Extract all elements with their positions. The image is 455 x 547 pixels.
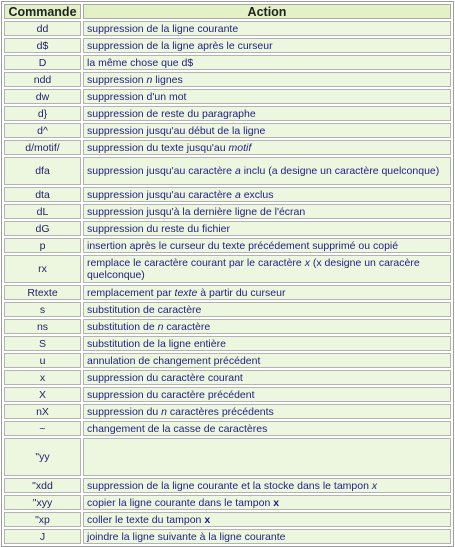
action-cell bbox=[83, 421, 451, 436]
action-text: substitution de caractère bbox=[87, 303, 202, 316]
table-row bbox=[4, 353, 451, 368]
action-text: n bbox=[146, 73, 153, 86]
action-text: suppression du bbox=[87, 405, 162, 418]
header-command: Commande bbox=[4, 4, 81, 19]
action-text: suppression de la ligne courante bbox=[87, 22, 239, 35]
action-text: x bbox=[204, 513, 211, 526]
action-cell bbox=[83, 55, 451, 70]
action-cell bbox=[83, 38, 451, 53]
table-row bbox=[4, 512, 451, 527]
action-text: x bbox=[371, 479, 378, 492]
table-row bbox=[4, 336, 451, 351]
action-text: suppression de reste du paragraphe bbox=[87, 107, 256, 120]
action-text: suppression jusqu'au début de la ligne bbox=[87, 124, 266, 137]
command-cell: dta bbox=[4, 187, 81, 202]
action-text: n bbox=[157, 320, 164, 333]
action-cell bbox=[83, 106, 451, 121]
action-text: suppression de la ligne courante et la stocke dans le tampon bbox=[87, 479, 372, 492]
action-cell bbox=[83, 123, 451, 138]
action-text: suppression bbox=[87, 73, 147, 86]
command-cell: Rtexte bbox=[4, 285, 81, 300]
table-row bbox=[4, 21, 451, 36]
table-row bbox=[4, 72, 451, 87]
table-row bbox=[4, 302, 451, 317]
table-row bbox=[4, 255, 451, 283]
action-text: n bbox=[161, 405, 167, 418]
action-cell bbox=[83, 495, 451, 510]
action-text: caractère bbox=[163, 320, 211, 333]
action-text: suppression jusqu'au caractère bbox=[87, 165, 235, 177]
action-text: suppression du caractère précédent bbox=[87, 388, 255, 401]
command-cell: rx bbox=[4, 255, 81, 283]
action-text: annulation de changement précédent bbox=[87, 354, 261, 367]
command-cell: dfa bbox=[4, 157, 81, 185]
command-cell: u bbox=[4, 353, 81, 368]
action-cell bbox=[83, 255, 451, 283]
table-row bbox=[4, 221, 451, 236]
action-text: texte bbox=[174, 286, 198, 299]
table-row bbox=[4, 89, 451, 104]
action-text: la même chose que d$ bbox=[87, 56, 194, 69]
action-text: remplacement par bbox=[87, 286, 175, 299]
table-row bbox=[4, 319, 451, 334]
action-text: suppression jusqu'au caractère bbox=[87, 188, 235, 201]
action-cell bbox=[83, 140, 451, 155]
command-cell: s bbox=[4, 302, 81, 317]
table-row bbox=[4, 123, 451, 138]
action-text: copier la ligne courante dans le tampon bbox=[87, 496, 274, 509]
command-cell: d^ bbox=[4, 123, 81, 138]
table-row bbox=[4, 38, 451, 53]
command-cell: dd bbox=[4, 21, 81, 36]
action-text: substitution de la ligne entière bbox=[87, 337, 226, 350]
action-text: inclu (a designe un caractère quelconque) bbox=[240, 165, 440, 177]
action-cell bbox=[83, 438, 451, 476]
command-cell: "xdd bbox=[4, 478, 81, 493]
command-cell: "xp bbox=[4, 512, 81, 527]
table-row bbox=[4, 421, 451, 436]
action-text: lignes bbox=[152, 73, 183, 86]
action-text: suppression du reste du fichier bbox=[87, 222, 230, 235]
table-row bbox=[4, 238, 451, 253]
action-text: suppression du caractère courant bbox=[87, 371, 243, 384]
command-table-wrapper bbox=[1, 1, 454, 547]
action-cell bbox=[83, 187, 451, 202]
action-text: remplace le caractère courant par le caractère bbox=[87, 257, 305, 269]
action-cell bbox=[83, 285, 451, 300]
table-body bbox=[4, 21, 451, 544]
action-cell bbox=[83, 512, 451, 527]
table-row bbox=[4, 204, 451, 219]
command-cell: dL bbox=[4, 204, 81, 219]
command-cell: "xyy bbox=[4, 495, 81, 510]
header-action: Action bbox=[83, 4, 451, 19]
action-cell bbox=[83, 319, 451, 334]
table-header-row bbox=[4, 4, 451, 19]
action-text: suppression d'un mot bbox=[87, 90, 187, 103]
command-cell: "yy bbox=[4, 438, 81, 476]
command-cell: d/motif/ bbox=[4, 140, 81, 155]
command-cell: ndd bbox=[4, 72, 81, 87]
action-text: caractères précédents bbox=[166, 405, 274, 418]
table-row bbox=[4, 55, 451, 70]
action-cell bbox=[83, 204, 451, 219]
action-text: substitution de bbox=[87, 320, 158, 333]
action-text: x bbox=[273, 496, 280, 509]
command-cell: ~ bbox=[4, 421, 81, 436]
action-cell bbox=[83, 238, 451, 253]
table-row bbox=[4, 187, 451, 202]
table-row bbox=[4, 370, 451, 385]
command-cell: S bbox=[4, 336, 81, 351]
action-text: (x designe un caracère quelconque) bbox=[87, 257, 420, 281]
action-cell bbox=[83, 370, 451, 385]
command-cell: nX bbox=[4, 404, 81, 419]
action-text: a bbox=[234, 165, 241, 177]
action-cell bbox=[83, 89, 451, 104]
table-row bbox=[4, 438, 451, 476]
action-text: insertion après le curseur du texte précédement supprimé ou copié bbox=[87, 239, 399, 252]
vi-command-table bbox=[1, 1, 454, 547]
action-text: a bbox=[234, 188, 241, 201]
table-row bbox=[4, 404, 451, 419]
action-text: changement de la casse de caractères bbox=[87, 422, 268, 435]
command-cell: D bbox=[4, 55, 81, 70]
action-text: x bbox=[304, 257, 310, 269]
action-text: motif bbox=[228, 141, 252, 154]
action-cell bbox=[83, 302, 451, 317]
command-cell: dw bbox=[4, 89, 81, 104]
table-row bbox=[4, 106, 451, 121]
action-text: suppression de la ligne après le curseur bbox=[87, 39, 273, 52]
command-cell: X bbox=[4, 387, 81, 402]
action-text: suppression du texte jusqu'au bbox=[87, 141, 229, 154]
command-cell: J bbox=[4, 529, 81, 544]
action-cell bbox=[83, 478, 451, 493]
action-cell bbox=[83, 157, 451, 185]
action-cell bbox=[83, 221, 451, 236]
table-row bbox=[4, 529, 451, 544]
action-cell bbox=[83, 336, 451, 351]
action-text: suppression jusqu'à la dernière ligne de l'écran bbox=[87, 205, 306, 218]
action-cell bbox=[83, 21, 451, 36]
command-cell: ns bbox=[4, 319, 81, 334]
command-cell: dG bbox=[4, 221, 81, 236]
action-cell bbox=[83, 353, 451, 368]
command-cell: p bbox=[4, 238, 81, 253]
command-cell: d} bbox=[4, 106, 81, 121]
table-row bbox=[4, 478, 451, 493]
command-cell: x bbox=[4, 370, 81, 385]
command-cell: d$ bbox=[4, 38, 81, 53]
action-text: joindre la ligne suivante à la ligne courante bbox=[87, 530, 286, 543]
table-row bbox=[4, 157, 451, 185]
table-row bbox=[4, 140, 451, 155]
action-cell bbox=[83, 529, 451, 544]
action-cell bbox=[83, 72, 451, 87]
action-text: exclus bbox=[240, 188, 274, 201]
table-row bbox=[4, 285, 451, 300]
action-text: coller le texte du tampon bbox=[87, 513, 205, 526]
action-cell bbox=[83, 404, 451, 419]
table-row bbox=[4, 387, 451, 402]
action-text: à partir du curseur bbox=[197, 286, 286, 299]
action-cell bbox=[83, 387, 451, 402]
table-row bbox=[4, 495, 451, 510]
